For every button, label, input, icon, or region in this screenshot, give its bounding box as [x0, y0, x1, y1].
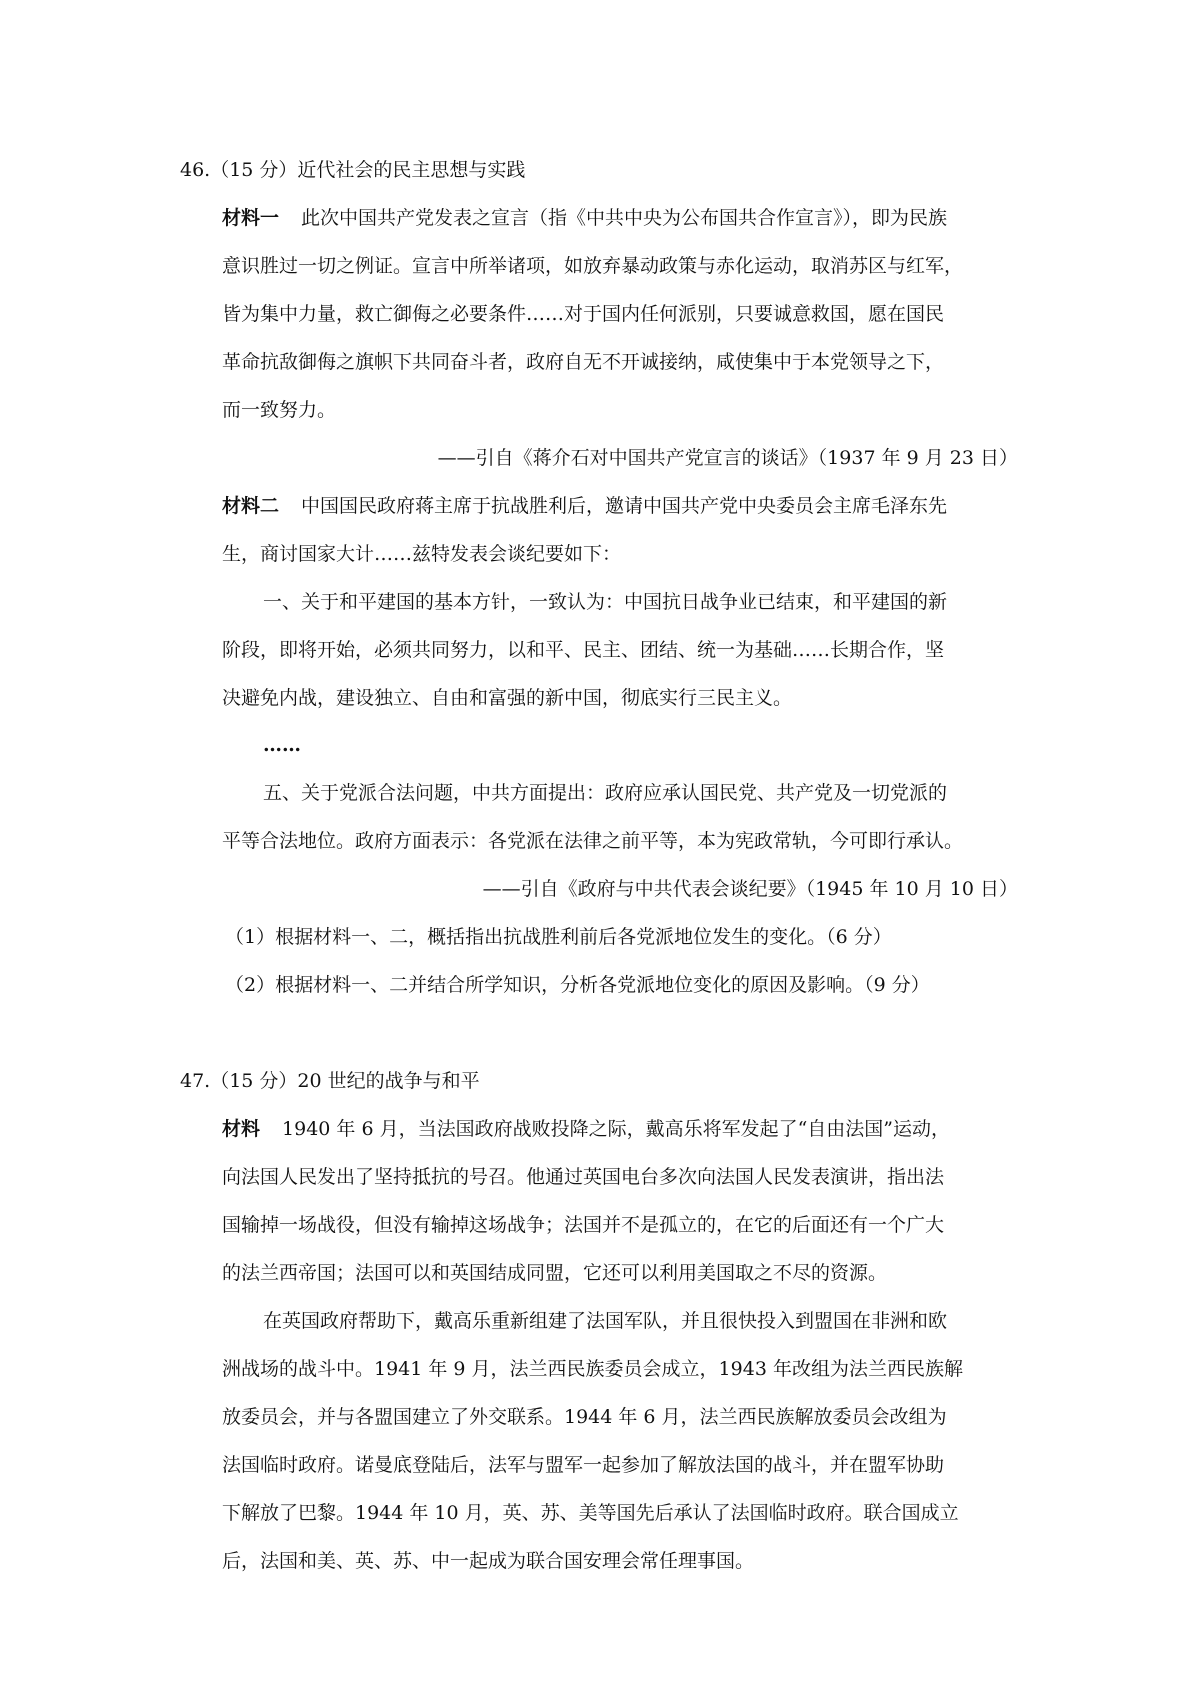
q46-material2-point5-line: 五、关于党派合法问题，中共方面提出：政府应承认国民党、共产党及一切党派的 [263, 782, 948, 804]
q47-paragraph2-line: 后，法国和美、英、苏、中一起成为联合国安理会常任理事国。 [222, 1550, 755, 1572]
q47-paragraph2-line: 下解放了巴黎。1944 年 10 月，英、苏、美等国先后承认了法国临时政府。联合国成立 [222, 1502, 959, 1524]
q46-material2-line [222, 493, 947, 519]
q46-material2-source: ——引自《政府与中共代表会谈纪要》（1945 年 10 月 10 日） [482, 878, 1018, 900]
q46-material1-text: 此次中国共产党发表之宣言（指《中共中央为公布国共合作宣言》），即为民族 [301, 207, 948, 229]
q46-subquestion-1: （1）根据材料一、二，概括指出抗战胜利前后各党派地位发生的变化。（6 分） [225, 926, 892, 948]
q46-material2-point1-line: 阶段，即将开始，必须共同努力，以和平、民主、团结、统一为基础……长期合作，坚 [222, 639, 945, 661]
q46-material1-source: ——引自《蒋介石对中国共产党宣言的谈话》（1937 年 9 月 23 日） [437, 447, 1018, 469]
q47-material-line: 的法兰西帝国；法国可以和英国结成同盟，它还可以利用美国取之不尽的资源。 [222, 1262, 888, 1284]
q47-paragraph2-line: 在英国政府帮助下，戴高乐重新组建了法国军队，并且很快投入到盟国在非洲和欧 [263, 1310, 948, 1332]
q46-heading: 46.（15 分）近代社会的民主思想与实践 [180, 159, 526, 181]
q46-material2-point1-line: 决避免内战，建设独立、自由和富强的新中国，彻底实行三民主义。 [222, 687, 793, 709]
q46-material2-line: 生，商讨国家大计……兹特发表会谈纪要如下： [222, 543, 622, 565]
q46-subquestion-2: （2）根据材料一、二并结合所学知识，分析各党派地位变化的原因及影响。（9 分） [225, 974, 930, 996]
q46-material2-point1-line: 一、关于和平建国的基本方针，一致认为：中国抗日战争业已结束，和平建国的新 [263, 591, 948, 613]
q47-paragraph2-line: 法国临时政府。诺曼底登陆后，法军与盟军一起参加了解放法国的战斗，并在盟军协助 [222, 1454, 945, 1476]
q47-paragraph2-line: 洲战场的战斗中。1941 年 9 月，法兰西民族委员会成立，1943 年改组为法兰西民族解 [222, 1358, 963, 1380]
q46-material1-line [222, 205, 947, 231]
q46-material1-line: 革命抗敌御侮之旗帜下共同奋斗者，政府自无不开诚接纳，咸使集中于本党领导之下， [222, 351, 945, 373]
q46-material1-line: 而一致努力。 [222, 399, 337, 421]
q47-material-line [222, 1116, 950, 1142]
q46-material1-label: 材料一 [222, 207, 280, 229]
q46-material2-label: 材料二 [222, 495, 280, 517]
q46-material2-point5-line: 平等合法地位。政府方面表示：各党派在法律之前平等，本为宪政常轨，今可即行承认。 [222, 830, 964, 852]
q47-material-text: 1940 年 6 月，当法国政府战败投降之际，戴高乐将军发起了“自由法国”运动， [282, 1118, 951, 1140]
q47-paragraph2-line: 放委员会，并与各盟国建立了外交联系。1944 年 6 月，法兰西民族解放委员会改组为 [222, 1406, 947, 1428]
q46-material1-line: 意识胜过一切之例证。宣言中所举诸项，如放弃暴动政策与赤化运动，取消苏区与红军， [222, 255, 964, 277]
q46-material1-line: 皆为集中力量，救亡御侮之必要条件……对于国内任何派别，只要诚意救国，愿在国民 [222, 303, 945, 325]
q47-material-line: 国输掉一场战役，但没有输掉这场战争；法国并不是孤立的，在它的后面还有一个广大 [222, 1214, 945, 1236]
q46-material2-text: 中国国民政府蒋主席于抗战胜利后，邀请中国共产党中央委员会主席毛泽东先 [301, 495, 948, 517]
q46-material2-ellipsis: …… [263, 734, 301, 756]
q47-heading: 47.（15 分）20 世纪的战争与和平 [180, 1070, 480, 1092]
q47-material-label: 材料 [222, 1118, 261, 1140]
q47-material-line: 向法国人民发出了坚持抵抗的号召。他通过英国电台多次向法国人民发表演讲，指出法 [222, 1166, 945, 1188]
